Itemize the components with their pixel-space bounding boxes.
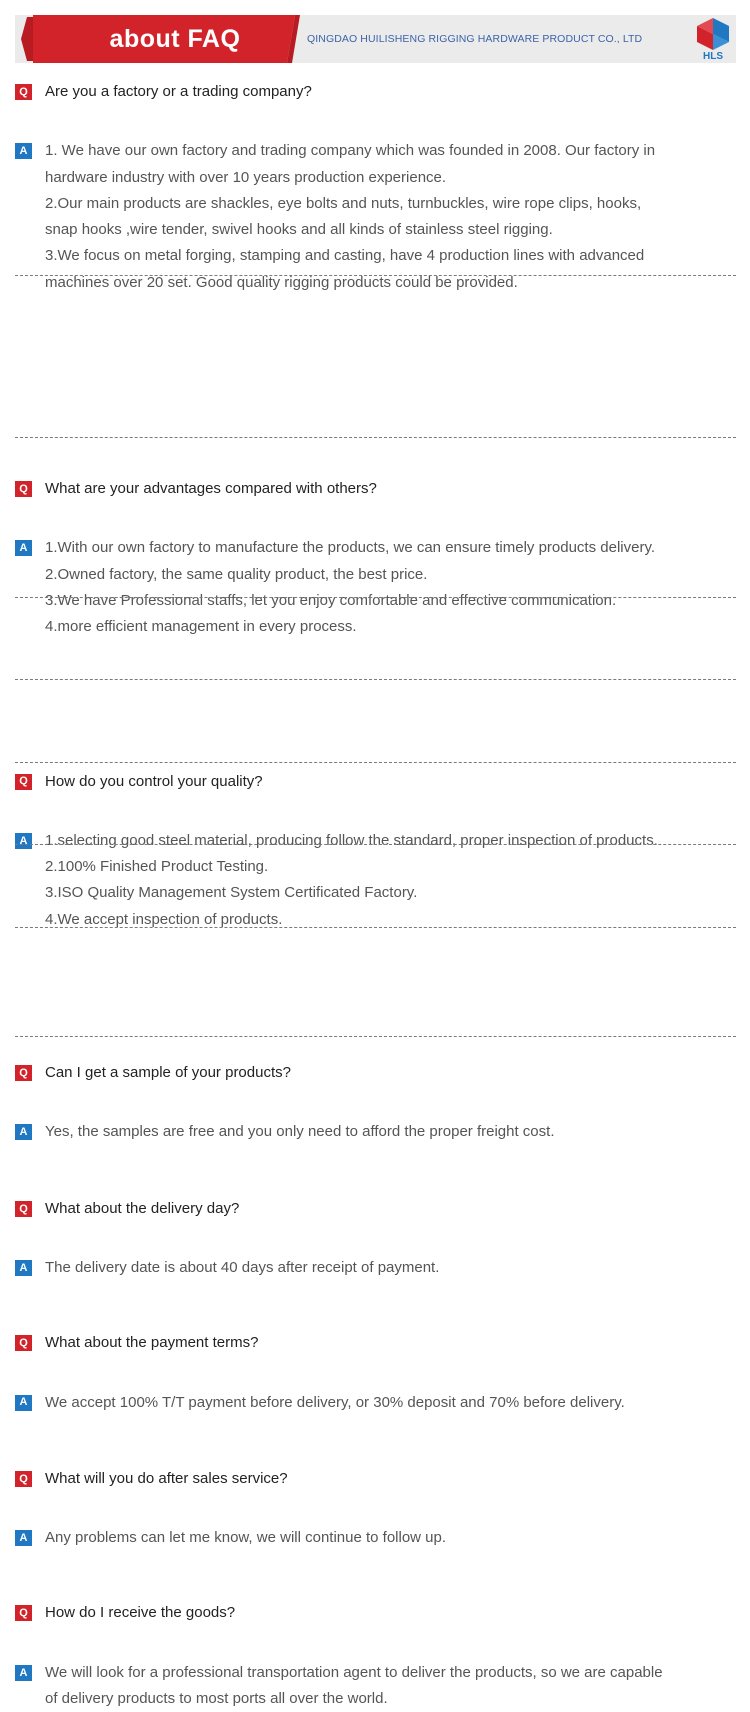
answer-line: Yes, the samples are free and you only need to afford the proper freight cost. xyxy=(45,1123,555,1141)
answer-line: machines over 20 set. Good quality rigging products could be provided. xyxy=(45,273,518,291)
question-text: How do you control your quality? xyxy=(45,772,263,790)
faq-answer xyxy=(15,1660,736,1712)
question-text: What will you do after sales service? xyxy=(45,1469,288,1487)
answer-badge-icon: A xyxy=(15,833,32,849)
faq-header xyxy=(15,15,736,63)
faq-answer xyxy=(15,1525,736,1551)
question-badge-icon: Q xyxy=(15,1471,32,1487)
answer-badge-icon: A xyxy=(15,1665,32,1681)
faq-answer xyxy=(15,1119,736,1145)
logo-text: HLS xyxy=(703,51,723,62)
answer-line: We will look for a professional transportation agent to deliver the products, so we are capable xyxy=(45,1663,663,1681)
faq-answer xyxy=(15,1255,736,1281)
question-badge-icon: Q xyxy=(15,774,32,790)
question-text: Are you a factory or a trading company? xyxy=(45,83,312,100)
question-badge-icon: Q xyxy=(15,1605,32,1621)
question-badge-icon: Q xyxy=(15,481,32,497)
faq-question xyxy=(15,476,736,502)
header-title-banner xyxy=(15,15,315,63)
question-text: What about the payment terms? xyxy=(45,1334,259,1352)
dashed-divider xyxy=(15,597,736,598)
answer-badge-icon: A xyxy=(15,1260,32,1276)
answer-line: 3.We have Professional staffs, let you enjoy comfortable and effective communication. xyxy=(45,591,617,609)
faq-question xyxy=(15,1466,736,1492)
dashed-divider xyxy=(15,437,736,438)
answer-line: of delivery products to most ports all over the world. xyxy=(45,1690,388,1708)
answer-line: 3.We focus on metal forging, stamping and casting, have 4 production lines with advanced xyxy=(45,247,645,265)
dashed-divider xyxy=(15,927,736,928)
answer-badge-icon: A xyxy=(15,1395,32,1411)
question-text: Can I get a sample of your products? xyxy=(45,1064,291,1082)
company-name: QINGDAO HUILISHENG RIGGING HARDWARE PRODUCT CO., LTD xyxy=(307,33,643,45)
question-badge-icon: Q xyxy=(15,84,32,100)
faq-question xyxy=(15,1600,736,1626)
answer-line: The delivery date is about 40 days after receipt of payment. xyxy=(45,1258,440,1276)
answer-badge-icon: A xyxy=(15,1124,32,1140)
answer-line: 3.ISO Quality Management System Certificated Factory. xyxy=(45,884,418,902)
dashed-divider xyxy=(15,844,736,845)
faq-answer xyxy=(15,138,736,296)
answer-line: Any problems can let me know, we will continue to follow up. xyxy=(45,1529,447,1547)
faq-question xyxy=(15,79,736,105)
answer-badge-icon: A xyxy=(15,1530,32,1546)
question-badge-icon: Q xyxy=(15,1201,32,1217)
faq-question xyxy=(15,1060,736,1086)
answer-line: hardware industry with over 10 years production experience. xyxy=(45,168,447,186)
dashed-divider xyxy=(15,275,736,276)
question-text: What are your advantages compared with others? xyxy=(45,480,377,498)
question-badge-icon: Q xyxy=(15,1335,32,1351)
answer-line: 4.We accept inspection of products. xyxy=(45,910,283,928)
answer-line: 1.selecting good steel material, producing follow the standard, proper inspection of products. xyxy=(45,831,658,849)
dashed-divider xyxy=(15,762,736,763)
company-logo xyxy=(692,17,734,61)
faq-answer xyxy=(15,535,736,640)
answer-line: 1. We have our own factory and trading company which was founded in 2008. Our factory in xyxy=(45,142,656,160)
answer-line: snap hooks ,wire tender, swivel hooks and all kinds of stainless steel rigging. xyxy=(45,221,553,239)
page-title: about FAQ xyxy=(109,24,241,53)
answer-line: We accept 100% T/T payment before delivery, or 30% deposit and 70% before delivery. xyxy=(45,1393,625,1411)
answer-line: 2.Our main products are shackles, eye bolts and nuts, turnbuckles, wire rope clips, hooks, xyxy=(45,194,642,212)
question-text: How do I receive the goods? xyxy=(45,1604,236,1622)
question-text: What about the delivery day? xyxy=(45,1199,240,1217)
answer-badge-icon: A xyxy=(15,143,32,159)
answer-badge-icon: A xyxy=(15,540,32,556)
faq-question xyxy=(15,1196,736,1222)
faq-question xyxy=(15,769,736,795)
dashed-divider xyxy=(15,679,736,680)
question-badge-icon: Q xyxy=(15,1065,32,1081)
dashed-divider xyxy=(15,1036,736,1037)
answer-line: 2.Owned factory, the same quality product, the best price. xyxy=(45,565,428,583)
answer-line: 1.With our own factory to manufacture the products, we can ensure timely products delivery. xyxy=(45,539,656,557)
faq-question xyxy=(15,1330,736,1356)
answer-line: 4.more efficient management in every process. xyxy=(45,618,357,636)
faq-answer xyxy=(15,1390,736,1416)
answer-line: 2.100% Finished Product Testing. xyxy=(45,858,269,876)
